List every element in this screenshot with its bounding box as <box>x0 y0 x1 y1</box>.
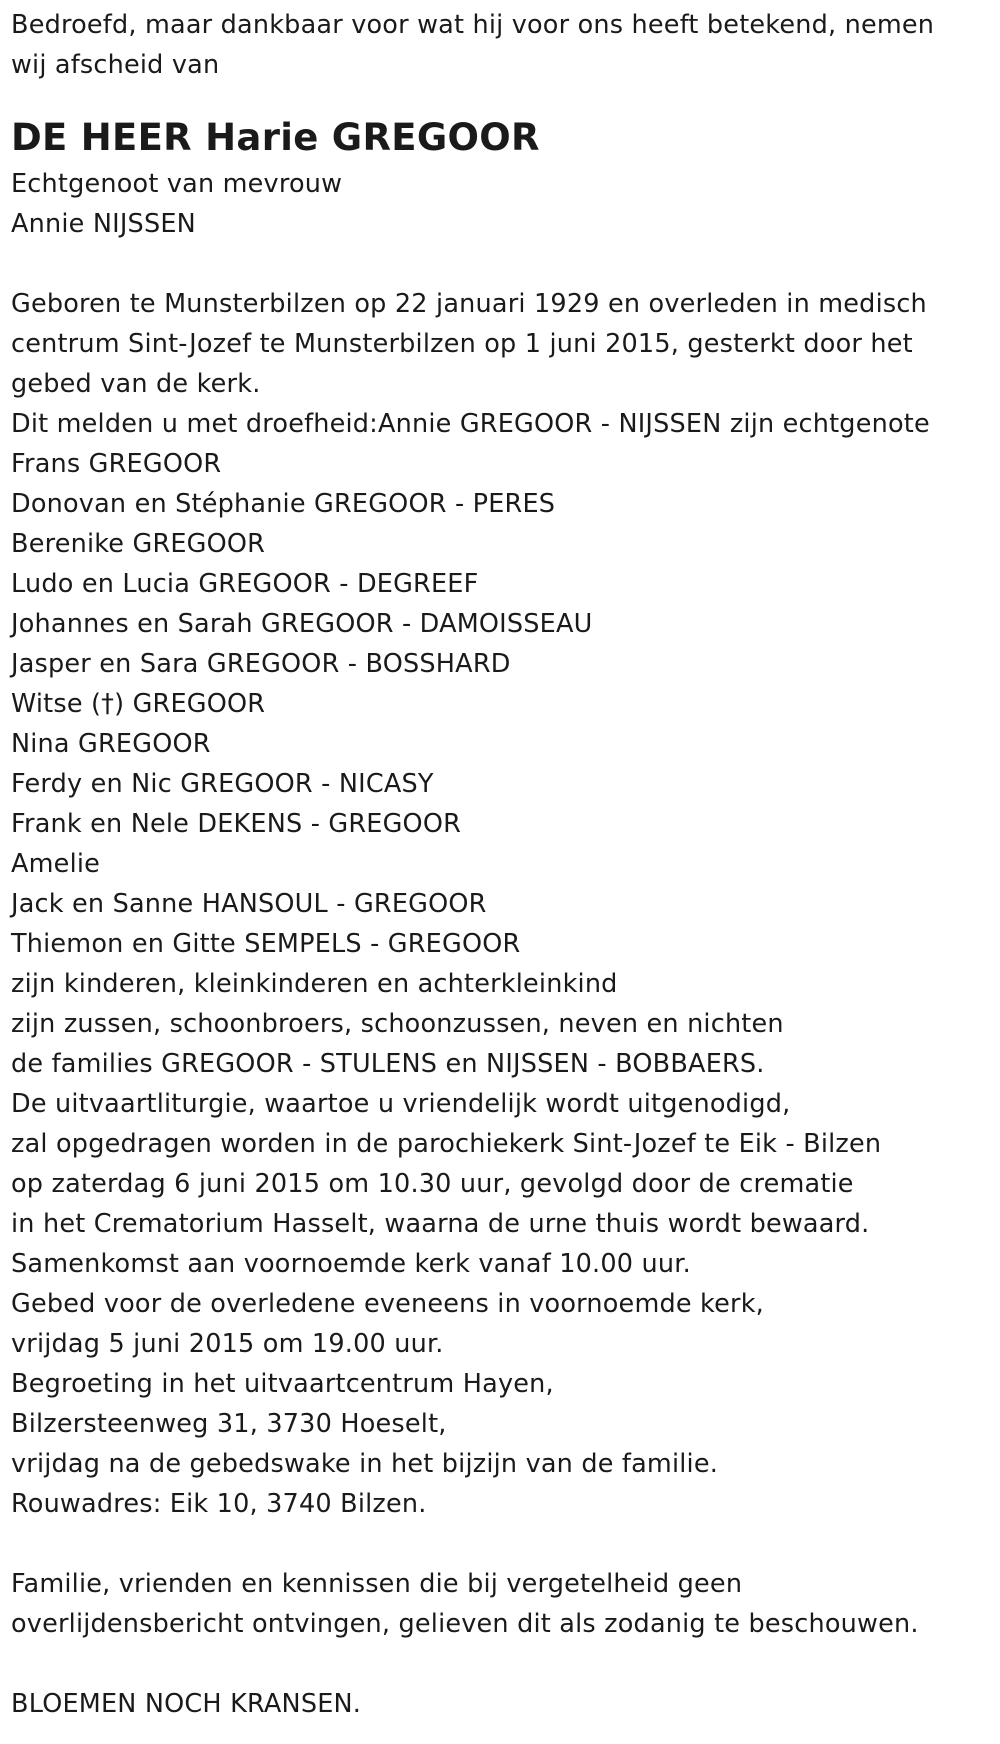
deceased-name: DE HEER Harie GREGOOR <box>11 116 540 159</box>
family-member: Jasper en Sara GREGOOR - BOSSHARD <box>11 649 511 679</box>
family-member: Donovan en Stéphanie GREGOOR - PERES <box>11 489 556 519</box>
family-member: Jack en Sanne HANSOUL - GREGOOR <box>11 889 487 919</box>
family-member: Johannes en Sarah GREGOOR - DAMOISSEAU <box>11 609 593 639</box>
detail-line: zijn kinderen, kleinkinderen en achterkleinkind <box>11 969 618 999</box>
detail-line: zijn zussen, schoonbroers, schoonzussen, neven en nichten <box>11 1009 784 1039</box>
detail-line: Begroeting in het uitvaartcentrum Hayen, <box>11 1369 554 1399</box>
detail-line: De uitvaartliturgie, waartoe u vriendelijk wordt uitgenodigd, <box>11 1089 791 1119</box>
mourning-address: Rouwadres: Eik 10, 3740 Bilzen. <box>11 1489 427 1519</box>
family-member: Frank en Nele DEKENS - GREGOOR <box>11 809 462 839</box>
intro-line-2: wij afscheid van <box>11 50 220 80</box>
details-block <box>11 284 989 1524</box>
detail-line: de families GREGOOR - STULENS en NIJSSEN - BOBBAERS. <box>11 1049 765 1079</box>
notice-line-2: overlijdensbericht ontvingen, gelieven dit als zodanig te beschouwen. <box>11 1609 919 1639</box>
intro-text <box>11 5 989 85</box>
family-member: Nina GREGOOR <box>11 729 211 759</box>
detail-line: Dit melden u met droefheid:Annie GREGOOR - NIJSSEN zijn echtgenote <box>11 409 930 439</box>
family-member: Thiemon en Gitte SEMPELS - GREGOOR <box>11 929 521 959</box>
spouse-line-2: Annie NIJSSEN <box>11 209 196 239</box>
intro-line-1: Bedroefd, maar dankbaar voor wat hij voor ons heeft betekend, nemen <box>11 10 935 40</box>
detail-line: Bilzersteenweg 31, 3730 Hoeselt, <box>11 1409 447 1439</box>
detail-line: zal opgedragen worden in de parochiekerk Sint-Jozef te Eik - Bilzen <box>11 1129 882 1159</box>
notice-block <box>11 1564 989 1644</box>
detail-line: Samenkomst aan voornoemde kerk vanaf 10.00 uur. <box>11 1249 691 1279</box>
family-member: Ludo en Lucia GREGOOR - DEGREEF <box>11 569 479 599</box>
detail-line: Geboren te Munsterbilzen op 22 januari 1929 en overleden in medisch <box>11 289 927 319</box>
detail-line: gebed van de kerk. <box>11 369 261 399</box>
detail-line: Gebed voor de overledene eveneens in voornoemde kerk, <box>11 1289 764 1319</box>
spouse-line-1: Echtgenoot van mevrouw <box>11 169 343 199</box>
detail-line: vrijdag na de gebedswake in het bijzijn van de familie. <box>11 1449 719 1479</box>
notice-line-1: Familie, vrienden en kennissen die bij vergetelheid geen <box>11 1569 743 1599</box>
family-member: Berenike GREGOOR <box>11 529 266 559</box>
detail-line: in het Crematorium Hasselt, waarna de urne thuis wordt bewaard. <box>11 1209 870 1239</box>
family-member: Ferdy en Nic GREGOOR - NICASY <box>11 769 434 799</box>
paragraph-gap <box>11 244 989 284</box>
detail-line: centrum Sint-Jozef te Munsterbilzen op 1 juni 2015, gesterkt door het <box>11 329 913 359</box>
family-member: Amelie <box>11 849 101 879</box>
paragraph-gap <box>11 1524 989 1564</box>
family-member: Witse (†) GREGOOR <box>11 689 266 719</box>
closing-line: BLOEMEN NOCH KRANSEN. <box>11 1689 362 1719</box>
family-member: Frans GREGOOR <box>11 449 222 479</box>
paragraph-gap <box>11 1644 989 1684</box>
detail-line: op zaterdag 6 juni 2015 om 10.30 uur, gevolgd door de crematie <box>11 1169 854 1199</box>
detail-line: vrijdag 5 juni 2015 om 19.00 uur. <box>11 1329 444 1359</box>
